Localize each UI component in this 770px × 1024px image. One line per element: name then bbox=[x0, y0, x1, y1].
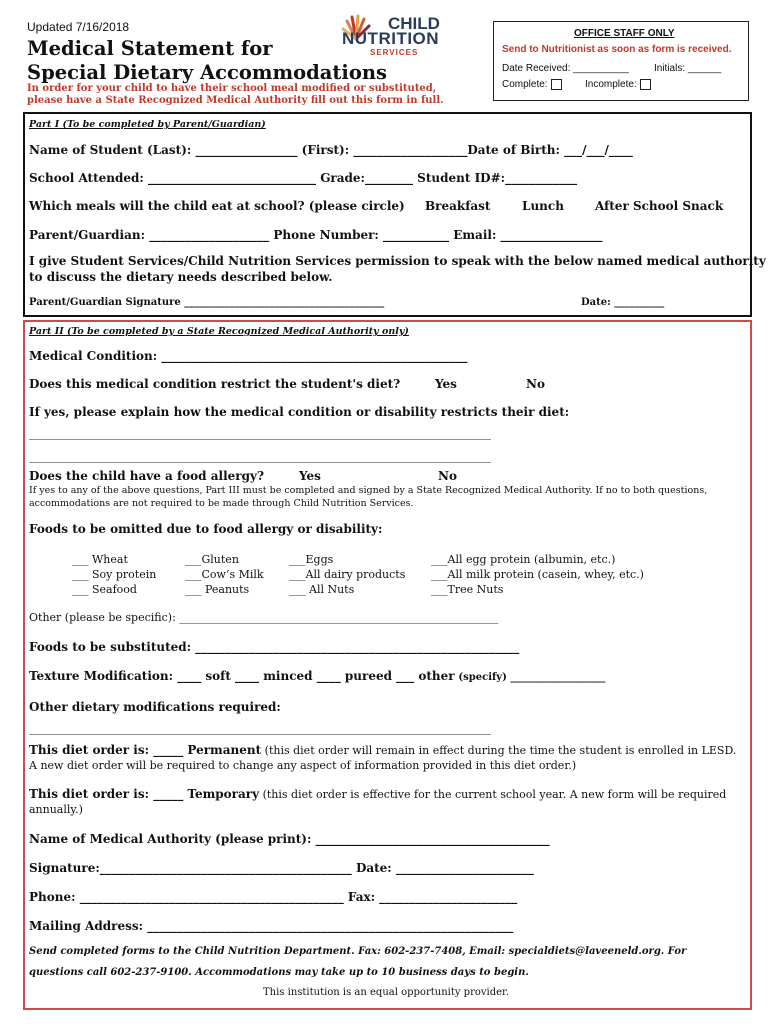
foods-substituted-field[interactable]: Foods to be substituted: ______________________________________________________ bbox=[29, 640, 520, 654]
other-modifications-heading: Other dietary modifications required: bbox=[29, 700, 281, 714]
part-two-section bbox=[23, 320, 752, 1010]
permission-statement: I give Student Services/Child Nutrition Services permission to speak with the below named medical authority bbox=[29, 254, 766, 268]
food-gluten[interactable]: ___Gluten bbox=[185, 553, 239, 566]
equal-opportunity-statement: This institution is an equal opportunity provider. bbox=[263, 987, 509, 998]
omit-foods-heading: Foods to be omitted due to food allergy or disability: bbox=[29, 522, 383, 536]
food-all-dairy[interactable]: ___All dairy products bbox=[289, 568, 406, 581]
food-tree-nuts[interactable]: ___Tree Nuts bbox=[431, 583, 504, 596]
office-notice: Send to Nutritionist as soon as form is received. bbox=[502, 44, 732, 55]
intro-text: In order for your child to have their school meal modified or substituted, bbox=[27, 83, 437, 94]
meals-question: Which meals will the child eat at school? (please circle) bbox=[29, 199, 405, 213]
foods-column-4 bbox=[431, 552, 644, 597]
student-name-field[interactable]: Name of Student (Last): _________________ (First): ___________________Date of Birth: ___/___/____ bbox=[29, 143, 633, 157]
mailing-address-field[interactable]: Mailing Address: _____________________________________________________________ bbox=[29, 919, 514, 933]
office-title: OFFICE STAFF ONLY bbox=[574, 28, 675, 39]
food-eggs[interactable]: ___Eggs bbox=[289, 553, 334, 566]
parent-signature-field[interactable]: Parent/Guardian Signature ________________________________________ bbox=[29, 297, 385, 308]
meal-breakfast-option[interactable]: Breakfast bbox=[425, 199, 491, 213]
meal-snack-option[interactable]: After School Snack bbox=[595, 199, 724, 213]
meal-lunch-option[interactable]: Lunch bbox=[522, 199, 564, 213]
permanent-order-note: A new diet order will be required to change any aspect of information provided in this diet order.) bbox=[29, 759, 577, 772]
parent-signature-date-field[interactable]: Date: __________ bbox=[581, 297, 665, 308]
page-title: Medical Statement for bbox=[27, 37, 273, 60]
permanent-order-option[interactable]: This diet order is: _____ Permanent (this diet order will remain in effect during the time the student is enrolled in LESD. bbox=[29, 743, 737, 757]
food-allergy-question: Does the child have a food allergy? bbox=[29, 469, 264, 483]
restrict-no-option[interactable]: No bbox=[526, 377, 545, 391]
office-staff-box bbox=[493, 21, 749, 101]
parent-contact-field[interactable]: Parent/Guardian: ____________________ Phone Number: ___________ Email: _________________ bbox=[29, 228, 603, 242]
part-one-section bbox=[23, 112, 766, 317]
other-modifications-line[interactable]: _____________________________________________________________________________ bbox=[29, 721, 491, 735]
allergy-yes-option[interactable]: Yes bbox=[299, 469, 321, 483]
restrict-diet-question: Does this medical condition restrict the student's diet? bbox=[29, 377, 401, 391]
food-wheat[interactable]: ___ Wheat bbox=[72, 553, 128, 566]
temporary-order-note: annually.) bbox=[29, 803, 83, 816]
texture-modification-field[interactable]: Texture Modification: ____ soft ____ minced ____ pureed ___ other (specify) ___________________ bbox=[29, 669, 606, 683]
date-received-field[interactable]: Date Received: __________ bbox=[502, 63, 629, 74]
foods-column-3 bbox=[289, 552, 405, 597]
incomplete-checkbox[interactable] bbox=[640, 79, 651, 90]
food-seafood[interactable]: ___ Seafood bbox=[72, 583, 137, 596]
allergy-no-option[interactable]: No bbox=[438, 469, 457, 483]
restrict-yes-option[interactable]: Yes bbox=[435, 377, 457, 391]
food-milk-protein[interactable]: ___All milk protein (casein, whey, etc.) bbox=[431, 568, 644, 581]
food-peanuts[interactable]: ___ Peanuts bbox=[185, 583, 250, 596]
part-two-heading: Part II (To be completed by a State Recognized Medical Authority only) bbox=[29, 326, 409, 337]
school-field[interactable]: School Attended: ____________________________ Grade:________ Student ID#:____________ bbox=[29, 171, 578, 185]
medical-authority-name-field[interactable]: Name of Medical Authority (please print): _______________________________________ bbox=[29, 832, 550, 846]
food-soy-protein[interactable]: ___ Soy protein bbox=[72, 568, 157, 581]
explain-line-1[interactable]: _____________________________________________________________________________ bbox=[29, 426, 491, 440]
updated-date: Updated 7/16/2018 bbox=[27, 20, 130, 34]
initials-field[interactable]: Initials: ______ bbox=[654, 63, 722, 74]
incomplete-option: Incomplete: bbox=[585, 79, 651, 90]
child-nutrition-logo: CHILD NUTRITION SERVICES bbox=[342, 14, 440, 57]
other-specific-field[interactable]: Other (please be specific): __________________________________________________________ bbox=[29, 611, 499, 624]
send-instructions-line2: questions call 602-237-9100. Accommodations may take up to 10 business days to begin. bbox=[29, 967, 529, 978]
food-all-nuts[interactable]: ___ All Nuts bbox=[289, 583, 355, 596]
allergy-note: If yes to any of the above questions, Part III must be completed and signed by a State Recognized Medical Authority. If no to both questions, bbox=[29, 485, 708, 496]
explain-question: If yes, please explain how the medical condition or disability restricts their diet: bbox=[29, 405, 570, 419]
part-one-heading: Part I (To be completed by Parent/Guardian) bbox=[29, 119, 266, 130]
intro-text-line2: please have a State Recognized Medical Authority fill out this form in full. bbox=[27, 95, 444, 106]
temporary-order-option[interactable]: This diet order is: _____ Temporary (this diet order is effective for the current school year. A new form will be required bbox=[29, 787, 727, 801]
foods-column-2 bbox=[185, 552, 264, 597]
foods-column-1 bbox=[72, 552, 156, 597]
allergy-note-line2: accommodations are not required to be made through Child Nutrition Services. bbox=[29, 498, 414, 509]
authority-signature-field[interactable]: Signature:__________________________________________ Date: _______________________ bbox=[29, 861, 534, 875]
page-title-line2: Special Dietary Accommodations bbox=[27, 61, 387, 84]
complete-checkbox[interactable] bbox=[551, 79, 562, 90]
complete-option: Complete: bbox=[502, 79, 562, 90]
medical-condition-field[interactable]: Medical Condition: ___________________________________________________ bbox=[29, 349, 468, 363]
food-egg-protein[interactable]: ___All egg protein (albumin, etc.) bbox=[431, 553, 616, 566]
food-cows-milk[interactable]: ___Cow’s Milk bbox=[185, 568, 264, 581]
send-instructions: Send completed forms to the Child Nutrition Department. Fax: 602-237-7408, Email: specialdiets@laveeneld.org. For bbox=[29, 946, 687, 957]
authority-phone-fax-field[interactable]: Phone: ____________________________________________ Fax: _______________________ bbox=[29, 890, 518, 904]
permission-statement-line2: to discuss the dietary needs described below. bbox=[29, 270, 333, 284]
explain-line-2[interactable]: _____________________________________________________________________________ bbox=[29, 449, 491, 463]
